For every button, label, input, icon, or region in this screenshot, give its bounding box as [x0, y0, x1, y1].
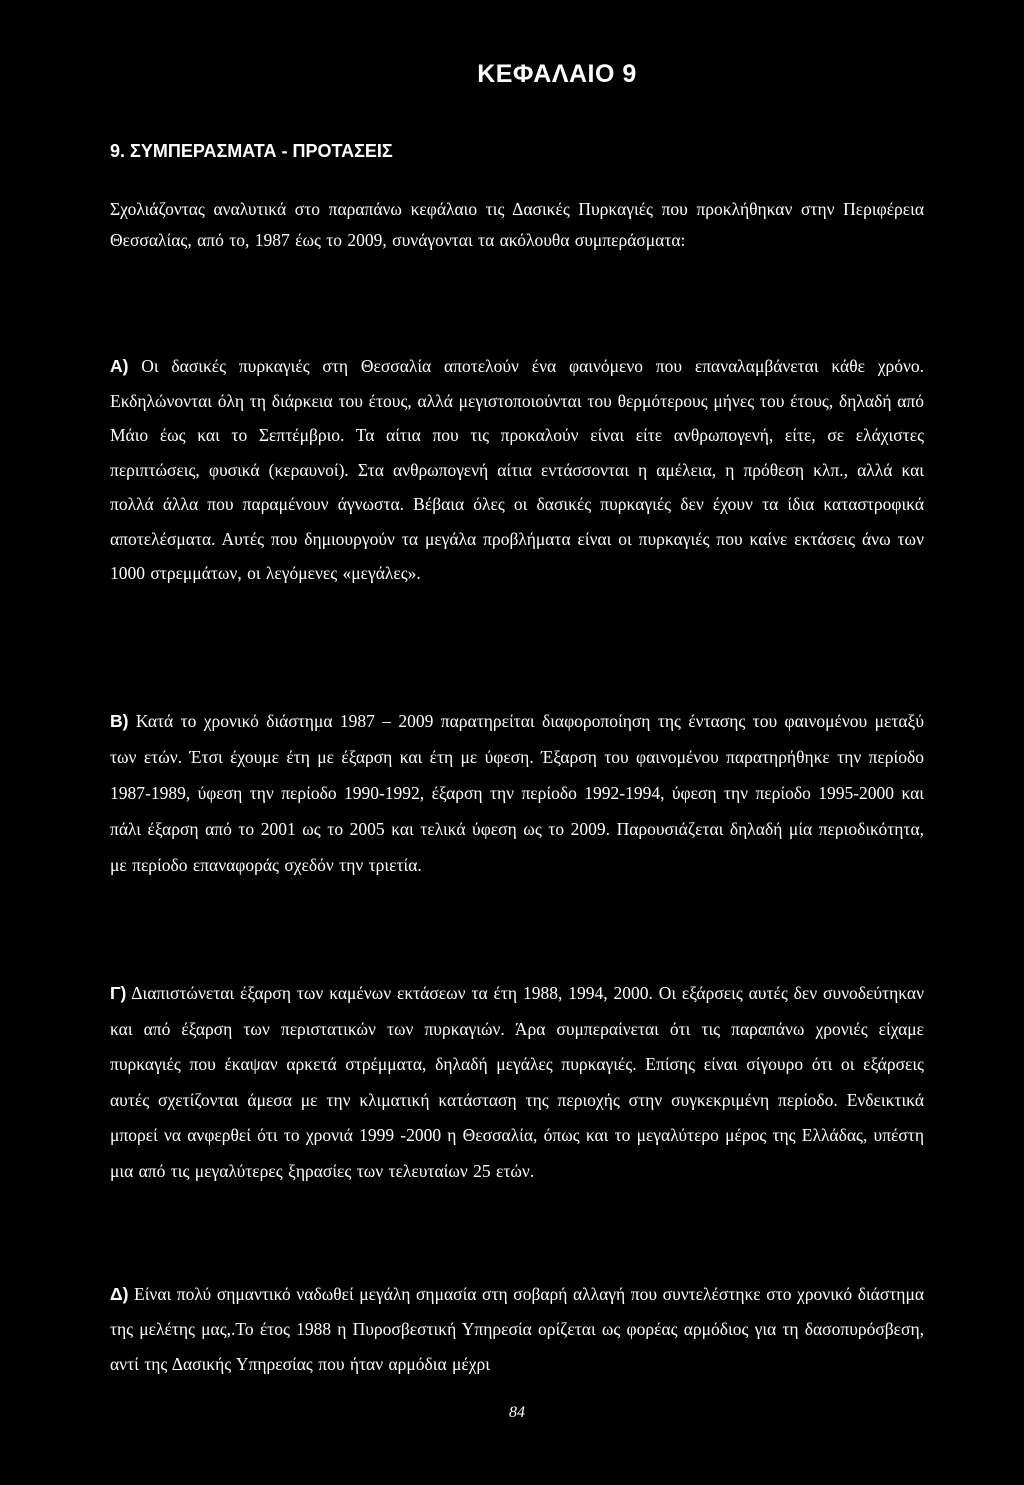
conclusion-a-label: Α): [110, 356, 129, 376]
intro-paragraph: Σχολιάζοντας αναλυτικά στο παραπάνω κεφάλαιο τις Δασικές Πυρκαγιές που προκλήθηκαν στην Περιφέρεια Θεσσαλίας, από το, 1987 έως το 2009, συνάγονται τα ακόλουθα συμπεράσματα:: [110, 199, 924, 250]
section-heading: 9. ΣΥΜΠΕΡΑΣΜΑΤΑ - ΠΡΟΤΑΣΕΙΣ: [110, 141, 393, 161]
chapter-title: ΚΕΦΑΛΑΙΟ 9: [477, 60, 637, 88]
conclusion-d-text: Είναι πολύ σημαντικό ναδωθεί μεγάλη σημασία στη σοβαρή αλλαγή που συντελέστηκε στο χρονικό διάστημα της μελέτης μας,.Το έτος 1988 η Πυροσβεστική Υπηρεσία ορίζεται ως φορέας αρμόδιος για τη δασοπυρόσβεση, αντί της Δασικής Υπηρεσίας που ήταν αρμόδια μέχρι: [110, 1284, 925, 1374]
conclusion-b-text: Κατά το χρονικό διάστημα 1987 – 2009 παρατηρείται διαφοροποίηση της έντασης του φαινομένου μεταξύ των ετών. Έτσι έχουμε έτη με έξαρση και έτη με ύφεση. Έξαρση του φαινομένου παρατηρήθηκε την περίοδο 1987-1989, ύφεση την περίοδο 1990-1992, έξαρση την περίοδο 1992-1994, ύφεση την περίοδο 1995-2000 και πάλι έξαρση από το 2001 ως το 2005 και τελικά ύφεση ως το 2009. Παρουσιάζεται δηλαδή μία περιοδικότητα, με περίοδο επαναφοράς σχεδόν την τριετία.: [110, 711, 924, 875]
conclusion-g-paragraph: [110, 976, 924, 1189]
conclusion-g-text: Διαπιστώνεται έξαρση των καμένων εκτάσεων τα έτη 1988, 1994, 2000. Οι εξάρσεις αυτές δεν συνοδεύτηκαν και από έξαρση των περιστατικών των πυρκαγιών. Άρα συμπεραίνεται ότι τις παραπάνω χρονιές είχαμε πυρκαγιές που έκαψαν αρκετά στρέμματα, δηλαδή μεγάλες πυρκαγιές. Επίσης είναι σίγουρο ότι οι εξάρσεις αυτές σχετίζονται άμεσα με την κλιματική κατάσταση της περιοχής στην συγκεκριμένη περίοδο. Ενδεικτικά μπορεί να ανφερθεί ότι το χρονιά 1999 -2000 η Θεσσαλία, όπως και το μεγαλύτερο μέρος της Ελλάδας, υπέστη μια από τις μεγαλύτερες ξηρασίες των τελευταίων 25 ετών.: [110, 983, 924, 1181]
conclusion-d-paragraph: [110, 1277, 924, 1382]
conclusion-a-text: Οι δασικές πυρκαγιές στη Θεσσαλία αποτελούν ένα φαινόμενο που επαναλαμβάνεται κάθε χρόνο. Εκδηλώνονται όλη τη διάρκεια του έτους, αλλά μεγιστοποιούνται του θερμότερους μήνες του έτους, δηλαδή από Μάιο έως και το Σεπτέμβριο. Τα αίτια που τις προκαλούν είναι είτε ανθρωπογενή, είτε, σε ελάχιστες περιπτώσεις, φυσικά (κεραυνοί). Στα ανθρωπογενή αίτια εντάσσονται η αμέλεια, η πρόθεση κλπ., αλλά και πολλά άλλα που παραμένουν άγνωστα. Βέβαια όλες οι δασικές πυρκαγιές δεν έχουν τα ίδια καταστροφικά αποτελέσματα. Αυτές που δημιουργούν τα μεγάλα προβλήματα είναι οι πυρκαγιές που καίνε εκτάσεις άνω των 1000 στρεμμάτων, οι λεγόμενες «μεγάλες».: [110, 356, 925, 583]
conclusion-a-paragraph: [110, 349, 924, 591]
page-number: 84: [509, 1404, 525, 1421]
conclusion-b-label: Β): [110, 711, 129, 731]
document-page: [110, 0, 924, 1485]
conclusion-g-label: Γ): [110, 983, 127, 1003]
conclusion-b-paragraph: [110, 703, 924, 883]
conclusion-d-label: Δ): [110, 1284, 129, 1304]
